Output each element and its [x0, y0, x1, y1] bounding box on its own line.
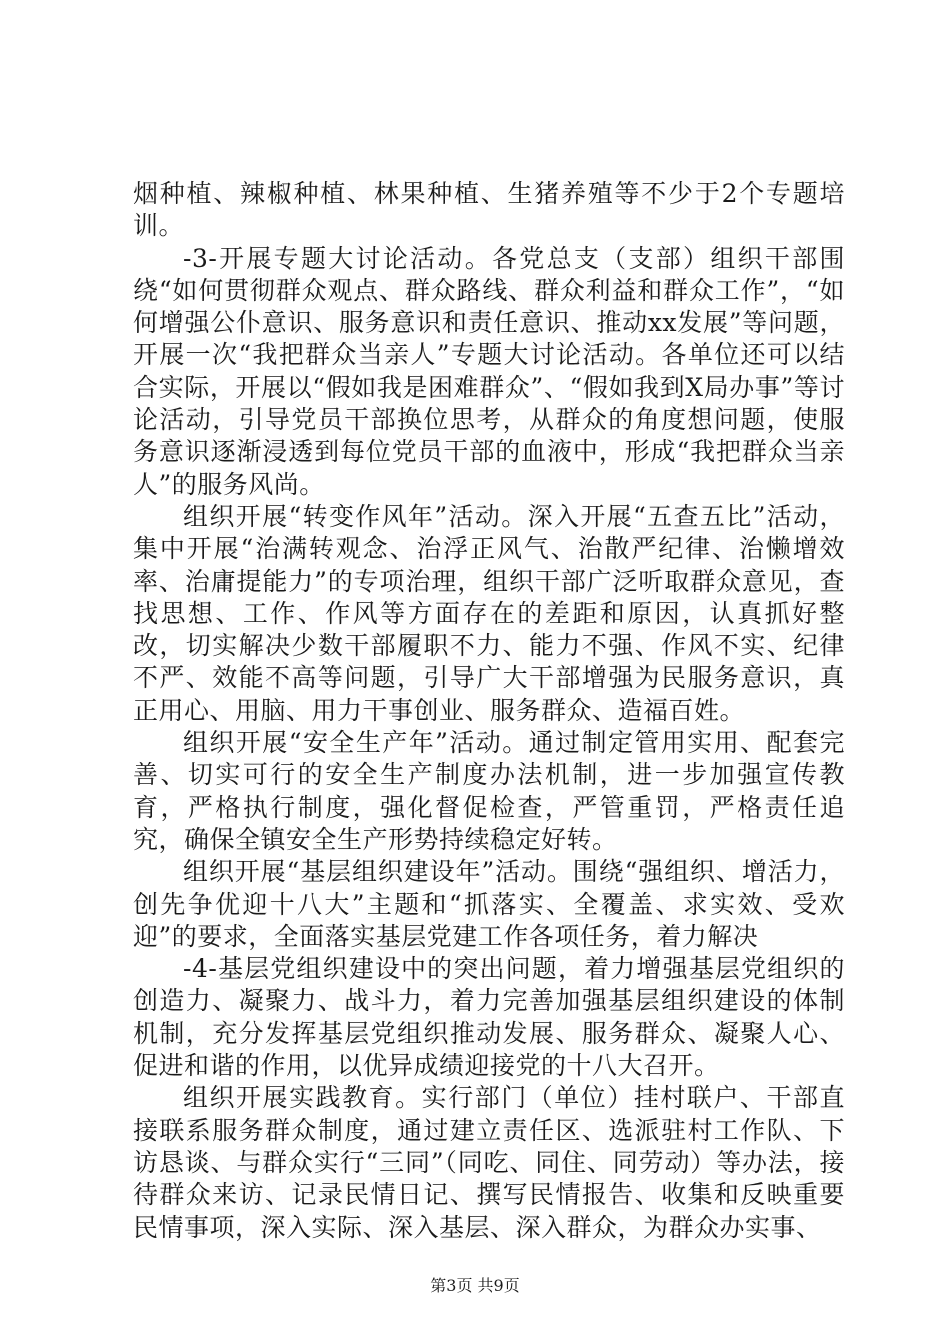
paragraph-6: -4-基层党组织建设中的突出问题，着力增强基层党组织的创造力、凝聚力、战斗力，着力完善加强基层组织建设的体制机制，充分发挥基层党组织推动发展、服务群众、凝聚人心、促进和谐的作用，以优异成绩迎接党的十八大召开。 — [133, 954, 845, 1081]
paragraph-1: 烟种植、辣椒种植、林果种植、生猪养殖等不少于2个专题培训。 — [133, 179, 845, 241]
paragraph-7: 组织开展实践教育。实行部门（单位）挂村联户、干部直接联系服务群众制度，通过建立责任区、选派驻村工作队、下访恳谈、与群众实行“三同”（同吃、同住、同劳动）等办法，接待群众来访、记录民情日记、撰写民情报告、收集和反映重要民情事项，深入实际、深入基层、深入群众，为群众办实事、 — [133, 1083, 845, 1242]
document-body — [133, 178, 845, 1244]
page-footer — [0, 1273, 950, 1296]
page-number-label: 第3页 共9页 — [430, 1276, 520, 1295]
paragraph-4: 组织开展“安全生产年”活动。通过制定管用实用、配套完善、切实可行的安全生产制度办法机制，进一步加强宣传教育，严格执行制度，强化督促检查，严管重罚，严格责任追究，确保全镇安全生产形势持续稳定好转。 — [133, 728, 845, 854]
paragraph-3: 组织开展“转变作风年”活动。深入开展“五查五比”活动，集中开展“治满转观念、治浮正风气、治散严纪律、治懒增效率、治庸提能力”的专项治理，组织干部广泛听取群众意见，查找思想、工作、作风等方面存在的差距和原因，认真抓好整改，切实解决少数干部履职不力、能力不强、作风不实、纪律不严、效能不高等问题，引导广大干部增强为民服务意识，真正用心、用脑、用力干事创业、服务群众、造福百姓。 — [133, 501, 845, 725]
paragraph-5: 组织开展“基层组织建设年”活动。围绕“强组织、增活力，创先争优迎十八大”主题和“抓落实、全覆盖、求实效、受欢迎”的要求，全面落实基层党建工作各项任务，着力解决 — [133, 857, 845, 951]
paragraph-2: -3-开展专题大讨论活动。各党总支（支部）组织干部围绕“如何贯彻群众观点、群众路线、群众利益和群众工作”，“如何增强公仆意识、服务意识和责任意识、推动xx发展”等问题，开展一次“我把群众当亲人”专题大讨论活动。各单位还可以结合实际，开展以“假如我是困难群众”、“假如我到X局办事”等讨论活动，引导党员干部换位思考，从群众的角度想问题，使服务意识逐渐浸透到每位党员干部的血液中，形成“我把群众当亲人”的服务风尚。 — [133, 243, 845, 499]
